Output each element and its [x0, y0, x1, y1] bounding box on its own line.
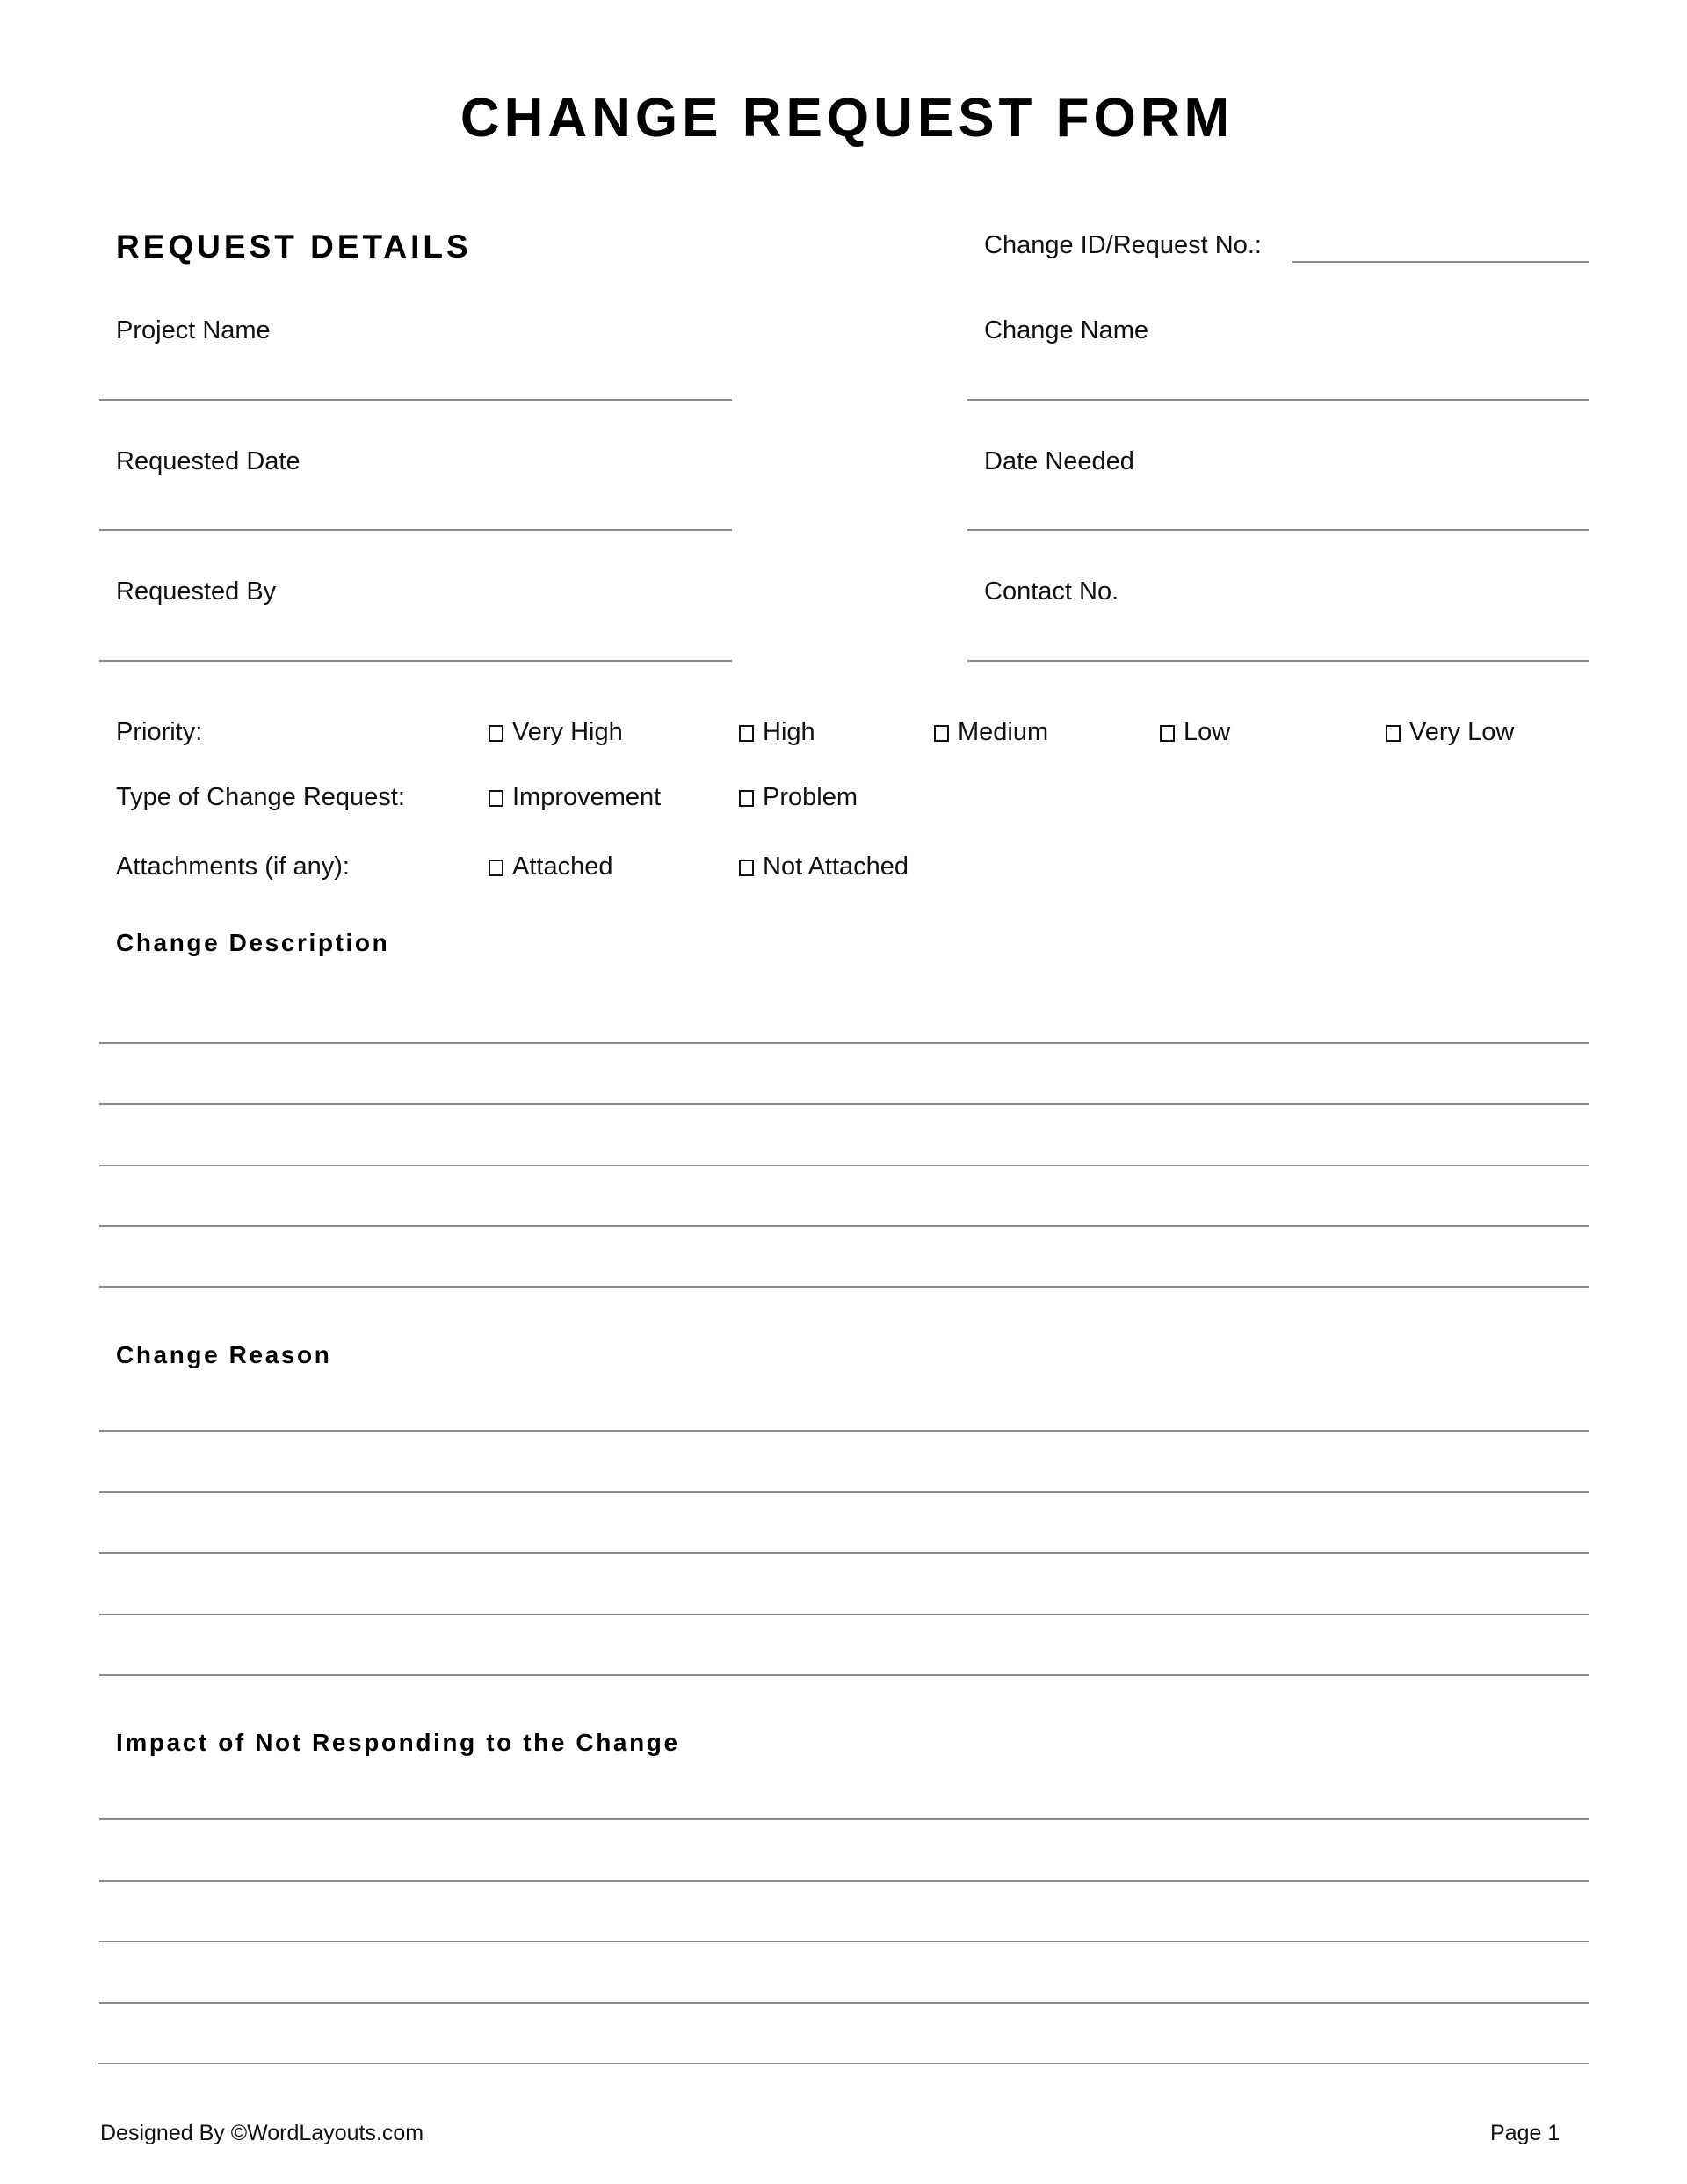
impact-line-5[interactable]	[98, 2063, 1589, 2064]
requested-date-field[interactable]	[99, 529, 732, 531]
change-reason-line-3[interactable]	[99, 1552, 1589, 1554]
page-number: Page 1	[1490, 2121, 1560, 2145]
contact-no-label: Contact No.	[984, 577, 1119, 606]
change-id-label: Change ID/Request No.:	[984, 231, 1262, 259]
project-name-field[interactable]	[99, 399, 732, 401]
not-attached-checkbox[interactable]	[739, 851, 909, 882]
change-description-line-3[interactable]	[99, 1165, 1589, 1166]
checkbox-icon	[739, 790, 754, 807]
priority-low-checkbox[interactable]	[1160, 716, 1230, 748]
impact-line-4[interactable]	[99, 2002, 1589, 2004]
change-reason-line-2[interactable]	[99, 1491, 1589, 1493]
checkbox-icon	[489, 860, 503, 876]
date-needed-field[interactable]	[967, 529, 1589, 531]
checkbox-icon	[934, 725, 949, 742]
change-description-heading: Change Description	[116, 929, 390, 956]
requested-by-field[interactable]	[99, 660, 732, 662]
option-label: High	[763, 718, 815, 746]
option-label: Improvement	[512, 783, 662, 811]
type-problem-checkbox[interactable]	[739, 781, 858, 813]
requested-by-label: Requested By	[116, 577, 277, 606]
checkbox-icon	[1160, 725, 1175, 742]
priority-high-checkbox[interactable]	[739, 716, 815, 748]
option-label: Not Attached	[763, 853, 909, 881]
priority-very-low-checkbox[interactable]	[1386, 716, 1514, 748]
checkbox-icon	[1386, 725, 1401, 742]
attached-checkbox[interactable]	[489, 851, 612, 882]
change-name-field[interactable]	[967, 399, 1589, 401]
priority-label: Priority:	[116, 718, 203, 746]
impact-line-2[interactable]	[99, 1880, 1589, 1882]
change-description-line-5[interactable]	[99, 1286, 1589, 1288]
change-description-line-4[interactable]	[99, 1225, 1589, 1227]
impact-heading: Impact of Not Responding to the Change	[116, 1729, 680, 1756]
change-id-field[interactable]	[1292, 261, 1589, 263]
checkbox-icon	[489, 725, 503, 742]
option-label: Attached	[512, 853, 613, 881]
change-type-label: Type of Change Request:	[116, 783, 405, 811]
option-label: Very Low	[1409, 718, 1515, 746]
change-description-line-1[interactable]	[99, 1042, 1589, 1044]
project-name-label: Project Name	[116, 316, 271, 345]
impact-line-3[interactable]	[99, 1941, 1589, 1942]
impact-line-1[interactable]	[99, 1818, 1589, 1820]
checkbox-icon	[739, 860, 754, 876]
requested-date-label: Requested Date	[116, 447, 300, 475]
type-improvement-checkbox[interactable]	[489, 781, 661, 813]
date-needed-label: Date Needed	[984, 447, 1134, 475]
contact-no-field[interactable]	[967, 660, 1589, 662]
footer-credit: Designed By ©WordLayouts.com	[100, 2121, 424, 2145]
change-description-line-2[interactable]	[99, 1103, 1589, 1105]
option-label: Medium	[958, 718, 1049, 746]
form-title: CHANGE REQUEST FORM	[460, 88, 1234, 149]
change-reason-line-4[interactable]	[99, 1614, 1589, 1615]
checkbox-icon	[489, 790, 503, 807]
option-label: Very High	[512, 718, 623, 746]
change-reason-line-5[interactable]	[99, 1674, 1589, 1676]
attachments-label: Attachments (if any):	[116, 853, 350, 881]
change-reason-heading: Change Reason	[116, 1341, 332, 1368]
checkbox-icon	[739, 725, 754, 742]
priority-medium-checkbox[interactable]	[934, 716, 1048, 748]
option-label: Low	[1184, 718, 1231, 746]
change-name-label: Change Name	[984, 316, 1148, 345]
option-label: Problem	[763, 783, 858, 811]
priority-very-high-checkbox[interactable]	[489, 716, 623, 748]
change-reason-line-1[interactable]	[99, 1430, 1589, 1432]
request-details-heading: REQUEST DETAILS	[116, 229, 472, 265]
